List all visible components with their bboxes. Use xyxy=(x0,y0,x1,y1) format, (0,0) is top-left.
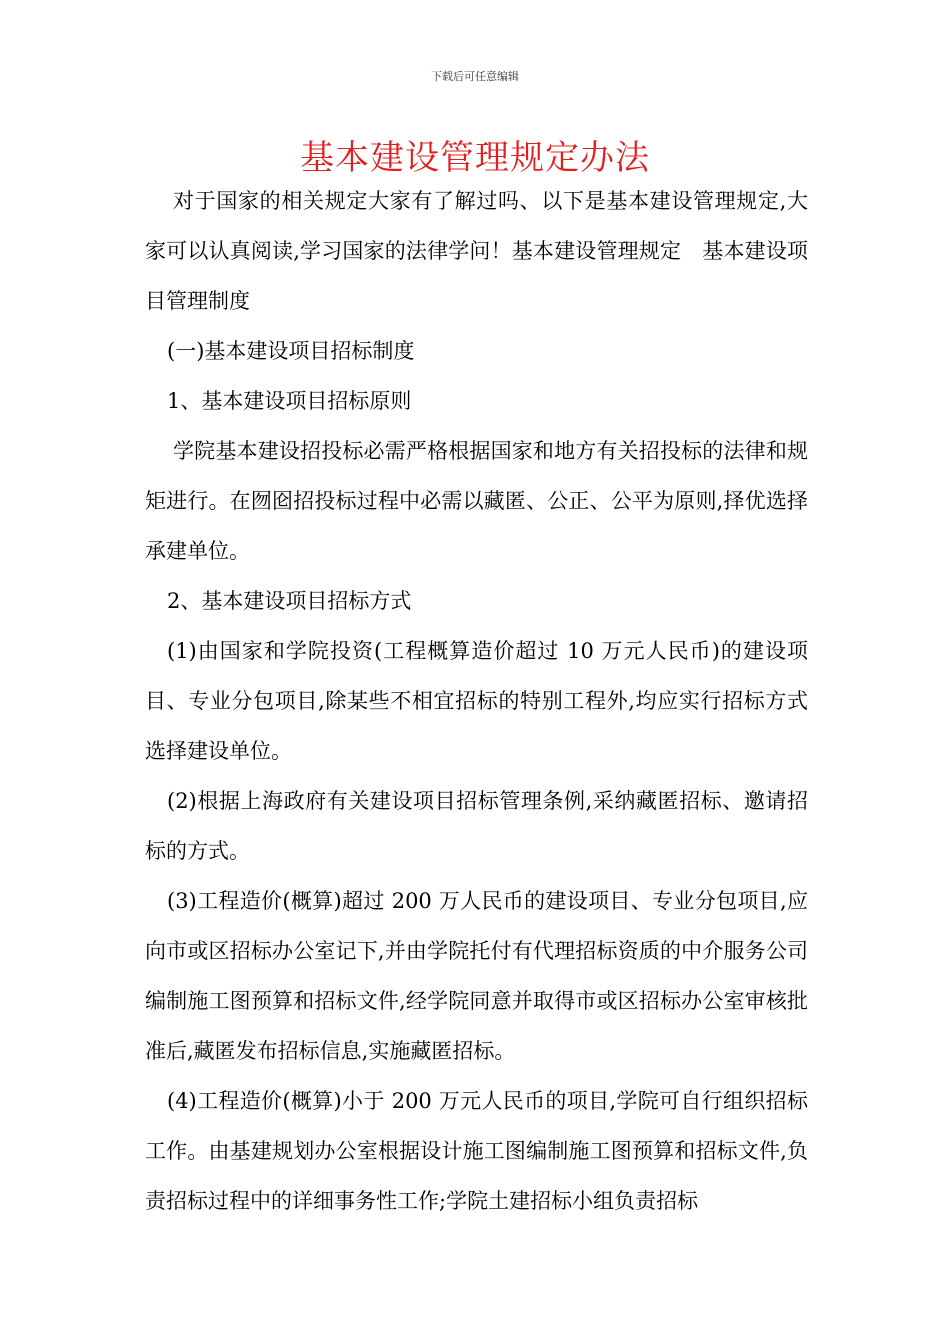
document-body xyxy=(145,176,808,1226)
document-title: 基本建设管理规定办法 xyxy=(300,138,650,178)
paragraph: 学院基本建设招投标必需严格根据国家和地方有关招投标的法律和规矩进行。在囫囵招投标过程中必需以藏匿、公正、公平为原则,择优选择承建单位。 xyxy=(145,439,808,563)
paragraph-item: (3)工程造价(概算)超过 200 万人民币的建设项目、专业分包项目,应向市或区招标办公室记下,并由学院托付有代理招标资质的中介服务公司编制施工图预算和招标文件,经学院同意并取得市或区招标办公室审核批准后,藏匿发布招标信息,实施藏匿招标。 xyxy=(145,889,808,1063)
subsection-heading: 2、基本建设项目招标方式 xyxy=(167,589,412,613)
subsection-heading: 1、基本建设项目招标原则 xyxy=(167,389,412,413)
header-note: 下载后可任意编辑 xyxy=(431,70,519,83)
paragraph-intro: 对于国家的相关规定大家有了解过吗、以下是基本建设管理规定,大家可以认真阅读,学习国家的法律学问！基本建设管理规定 基本建设项目管理制度 xyxy=(145,189,808,313)
paragraph-item: (4)工程造价(概算)小于 200 万元人民币的项目,学院可自行组织招标工作。由基建规划办公室根据设计施工图编制施工图预算和招标文件,负责招标过程中的详细事务性工作;学院土建招标小组负责招标 xyxy=(145,1089,808,1213)
section-heading: (一)基本建设项目招标制度 xyxy=(167,339,415,363)
paragraph-item: (1)由国家和学院投资(工程概算造价超过 10 万元人民币)的建设项目、专业分包项目,除某些不相宜招标的特别工程外,均应实行招标方式选择建设单位。 xyxy=(145,639,808,763)
paragraph-item: (2)根据上海政府有关建设项目招标管理条例,采纳藏匿招标、邀请招标的方式。 xyxy=(145,789,808,863)
